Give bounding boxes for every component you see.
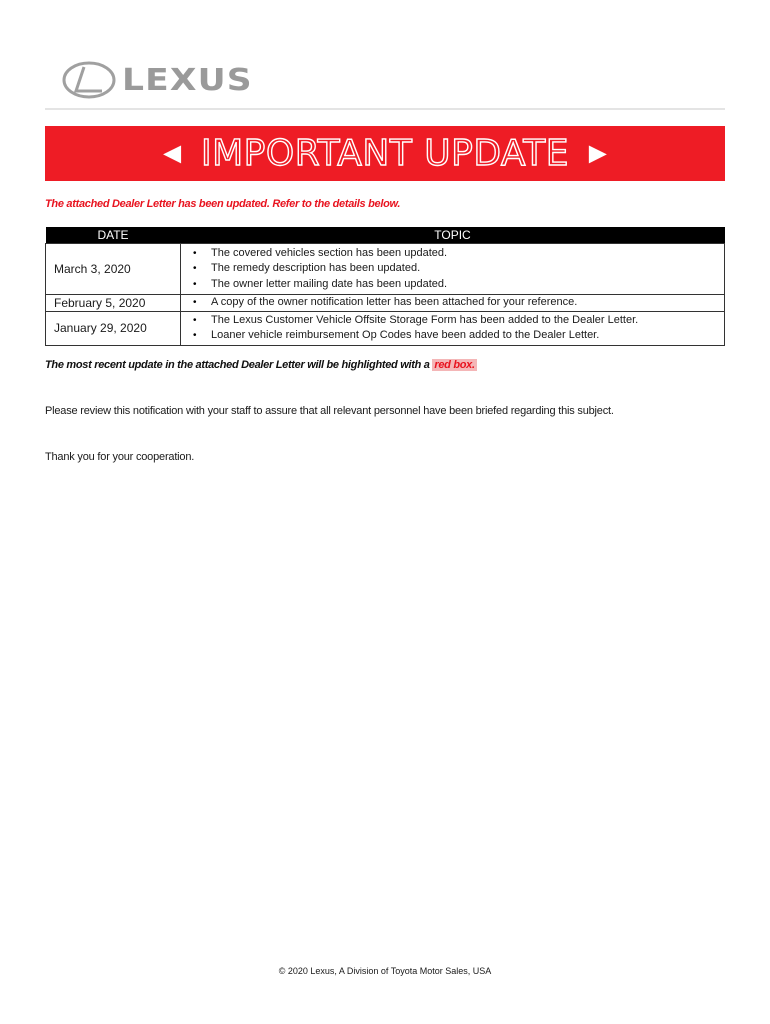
topic-column-header: TOPIC xyxy=(181,227,725,244)
important-update-banner xyxy=(45,126,725,181)
table-row xyxy=(46,311,725,345)
recent-update-note xyxy=(45,359,477,371)
topic-cell xyxy=(181,311,725,345)
date-cell: January 29, 2020 xyxy=(46,311,181,345)
review-paragraph: Please review this notification with your staff to assure that all relevant personnel have been briefed regarding this subject. xyxy=(45,405,614,417)
left-arrow-icon: ◄ xyxy=(157,136,187,170)
table-row xyxy=(46,295,725,312)
right-arrow-icon: ► xyxy=(583,136,613,170)
topic-item: • A copy of the owner notification letter has been attached for your reference. xyxy=(211,295,724,311)
header-divider xyxy=(45,108,725,110)
date-cell: March 3, 2020 xyxy=(46,244,181,295)
updates-table xyxy=(45,227,725,346)
intro-text: The attached Dealer Letter has been updated. Refer to the details below. xyxy=(45,198,401,210)
topic-item: • The owner letter mailing date has been updated. xyxy=(211,277,724,293)
topic-item: • Loaner vehicle reimbursement Op Codes have been added to the Dealer Letter. xyxy=(211,328,724,344)
red-box-highlight: red box. xyxy=(434,359,475,371)
thanks-paragraph: Thank you for your cooperation. xyxy=(45,451,195,463)
topic-item: • The remedy description has been updated. xyxy=(211,261,724,277)
logo-wordmark: LEXUS xyxy=(122,62,253,98)
recent-note-text: The most recent update in the attached Dealer Letter will be highlighted with a xyxy=(45,359,433,371)
copyright-footer: © 2020 Lexus, A Division of Toyota Motor Sales, USA xyxy=(278,966,492,976)
table-row xyxy=(46,244,725,295)
topic-item: • The covered vehicles section has been updated. xyxy=(211,246,724,262)
topic-cell xyxy=(181,244,725,295)
lexus-emblem-icon xyxy=(62,61,116,99)
date-cell: February 5, 2020 xyxy=(46,295,181,312)
date-column-header: DATE xyxy=(46,227,181,244)
lexus-logo xyxy=(62,60,253,100)
topic-item: • The Lexus Customer Vehicle Offsite Storage Form has been added to the Dealer Letter. xyxy=(211,313,724,329)
topic-cell xyxy=(181,295,725,312)
banner-title: IMPORTANT UPDATE xyxy=(200,133,570,174)
